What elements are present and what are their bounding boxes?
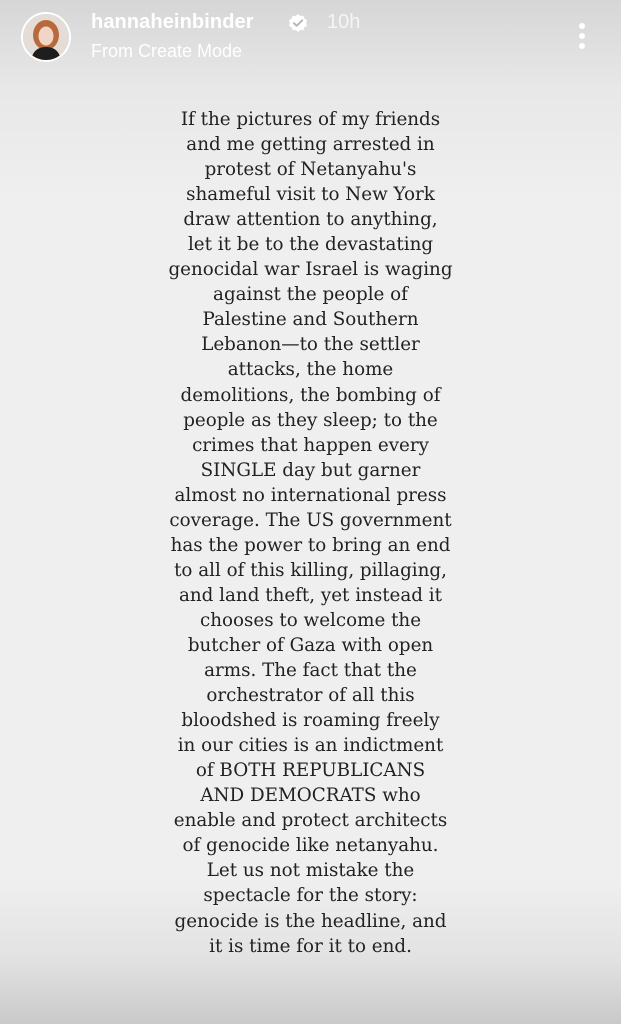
story-line: against the people of: [213, 284, 408, 306]
verified-badge-icon: [287, 12, 309, 34]
story-line: butcher of Gaza with open: [187, 634, 434, 656]
story-line: AND DEMOCRATS who: [200, 785, 421, 807]
story-line: coverage. The US government: [169, 509, 452, 531]
story-line: of BOTH REPUBLICANS: [195, 760, 426, 782]
more-options-button[interactable]: [566, 18, 598, 54]
story-line: arms. The fact that the: [204, 660, 417, 682]
story-line: genocide is the headline, and: [174, 910, 447, 932]
story-text: [160, 107, 461, 959]
more-vertical-icon: [579, 43, 585, 49]
story-line: shameful visit to New York: [186, 184, 435, 206]
more-vertical-icon: [579, 33, 585, 39]
story-line: attacks, the home: [227, 359, 394, 381]
avatar-image: [23, 14, 69, 60]
story-line: let it be to the devastating: [187, 234, 434, 256]
avatar[interactable]: [21, 12, 71, 62]
story-line: chooses to welcome the: [199, 609, 422, 631]
story-line: people as they sleep; to the: [183, 409, 438, 431]
story-line: demolitions, the bombing of: [180, 384, 441, 406]
story-line: crimes that happen every: [192, 434, 429, 456]
timestamp: 10h: [327, 11, 361, 33]
story-line: spectacle for the story:: [203, 885, 418, 907]
username[interactable]: hannaheinbinder: [91, 11, 254, 33]
create-mode-label[interactable]: From Create Mode: [91, 41, 243, 61]
story-line: has the power to bring an end: [170, 534, 451, 556]
story-line: enable and protect architects: [173, 810, 448, 832]
story-line: genocidal war Israel is waging: [168, 259, 453, 281]
story-line: to all of this killing, pillaging,: [174, 559, 447, 581]
story-line: and land theft, yet instead it: [179, 584, 442, 606]
story-line: Palestine and Southern: [202, 309, 419, 331]
story-line: draw attention to anything,: [183, 209, 438, 231]
story-line: bloodshed is roaming freely: [181, 710, 440, 732]
story-line: and me getting arrested in: [186, 134, 435, 156]
story-line: orchestrator of all this: [206, 685, 415, 707]
story-line: it is time for it to end.: [209, 935, 412, 957]
story-line: SINGLE day but garner: [200, 459, 421, 481]
story-line: Let us not mistake the: [206, 860, 415, 882]
story-line: of genocide like netanyahu.: [182, 835, 439, 857]
story-line: protest of Netanyahu's: [204, 159, 417, 181]
story-line: in our cities is an indictment: [177, 735, 444, 757]
story-line: almost no international press: [174, 484, 447, 506]
story-header: [0, 0, 621, 90]
story-line: If the pictures of my friends: [180, 109, 441, 130]
more-vertical-icon: [579, 23, 585, 29]
story-line: Lebanon—to the settler: [201, 334, 420, 356]
